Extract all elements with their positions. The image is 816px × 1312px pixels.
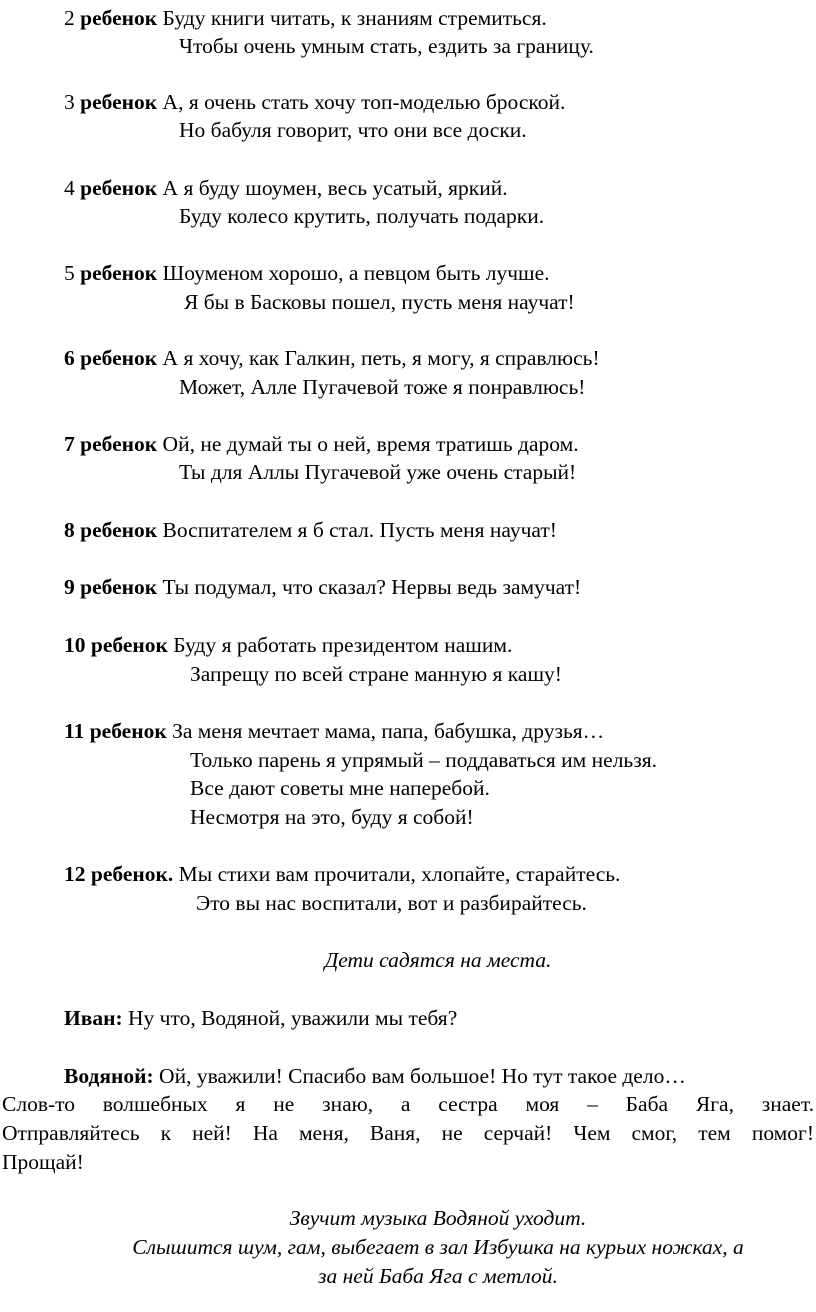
line-child-8: [64, 516, 557, 544]
verse-line: Буду колесо крутить, получать подарки.: [179, 204, 545, 228]
stage-direction: Дети садятся на места.: [324, 948, 552, 972]
verse-line: Я бы в Басковы пошел, пусть меня научат!: [184, 290, 575, 314]
verse-line: Ты для Аллы Пугачевой уже очень старый!: [179, 460, 577, 484]
verse-line: Несмотря на это, буду я собой!: [190, 805, 474, 829]
verse-line: Это вы нас воспитали, вот и разбирайтесь.: [196, 891, 587, 915]
verse-text: А я буду шоумен, весь усатый, яркий.: [162, 176, 508, 200]
verse-text: Шоуменом хорошо, а певцом быть лучше.: [162, 261, 550, 285]
speaker-label: 8 ребенок: [64, 518, 158, 542]
speaker-label: Иван:: [64, 1006, 123, 1030]
speaker-label: 10 ребенок: [64, 633, 168, 657]
verse-line: Чтобы очень умным стать, ездить за границу.: [179, 34, 594, 58]
line-child-5: [64, 259, 550, 287]
line-ivan: [64, 1004, 457, 1032]
dialogue-line: Слов-то волшебных я не знаю, а сестра моя – Баба Яга, знает.: [2, 1092, 814, 1116]
line-child-12: [64, 860, 620, 888]
speaker-label: ребенок: [80, 6, 158, 30]
verse-line: Все дают советы мне наперебой.: [190, 776, 490, 800]
stage-direction: Звучит музыка Водяной уходит.: [289, 1206, 587, 1230]
verse-text: Ты подумал, что сказал? Нервы ведь замучат!: [162, 575, 582, 599]
verse-line: Но бабуля говорит, что они все доски.: [179, 118, 527, 142]
speaker-label: 12 ребенок.: [64, 862, 174, 886]
line-child-10: [64, 631, 512, 659]
verse-text: А я хочу, как Галкин, петь, я могу, я справлюсь!: [162, 346, 600, 370]
speaker-label: 7 ребенок: [64, 432, 158, 456]
verse-text: За меня мечтает мама, папа, бабушка, друзья…: [172, 719, 605, 743]
speaker-label: Водяной:: [64, 1064, 154, 1088]
speaker-num: 3: [64, 90, 75, 114]
dialogue-line: Отправляйтесь к ней! На меня, Ваня, не серчай! Чем смог, тем помог!: [2, 1121, 814, 1145]
speaker-num: 5: [64, 261, 75, 285]
verse-text: А, я очень стать хочу топ-моделью броской.: [162, 90, 566, 114]
line-child-7: [64, 430, 579, 458]
line-child-6: [64, 344, 600, 372]
line-child-9: [64, 573, 581, 601]
verse-line: Запрещу по всей стране манную я кашу!: [190, 662, 562, 686]
verse-line: Только парень я упрямый – поддаваться им нельзя.: [190, 748, 657, 772]
speaker-label: ребенок: [80, 261, 158, 285]
line-child-2: [64, 4, 547, 32]
verse-text: Мы стихи вам прочитали, хлопайте, старайтесь.: [178, 862, 621, 886]
dialogue-line: Прощай!: [2, 1150, 84, 1174]
speaker-label: ребенок: [80, 90, 158, 114]
stage-direction: за ней Баба Яга с метлой.: [318, 1264, 558, 1288]
line-child-11: [64, 717, 604, 745]
verse-text: Буду я работать президентом нашим.: [173, 633, 513, 657]
speaker-num: 4: [64, 176, 75, 200]
line-child-3: [64, 88, 565, 116]
speaker-label: 11 ребенок: [64, 719, 167, 743]
verse-text: Ой, не думай ты о ней, время тратишь даром.: [162, 432, 579, 456]
speaker-label: 9 ребенок: [64, 575, 158, 599]
verse-text: Буду книги читать, к знаниям стремиться.: [162, 6, 547, 30]
speaker-label: ребенок: [80, 176, 158, 200]
dialogue-text: Ну что, Водяной, уважили мы тебя?: [128, 1006, 458, 1030]
stage-direction: Слышится шум, гам, выбегает в зал Избушка на курьих ножках, а: [132, 1235, 744, 1259]
dialogue-text: Ой, уважили! Спасибо вам большое! Но тут такое дело…: [159, 1064, 686, 1088]
verse-text: Воспитателем я б стал. Пусть меня научат!: [162, 518, 557, 542]
speaker-label: 6 ребенок: [64, 346, 158, 370]
line-vodyanoy: [64, 1062, 686, 1090]
line-child-4: [64, 174, 508, 202]
speaker-num: 2: [64, 6, 75, 30]
verse-line: Может, Алле Пугачевой тоже я понравлюсь!: [179, 375, 586, 399]
